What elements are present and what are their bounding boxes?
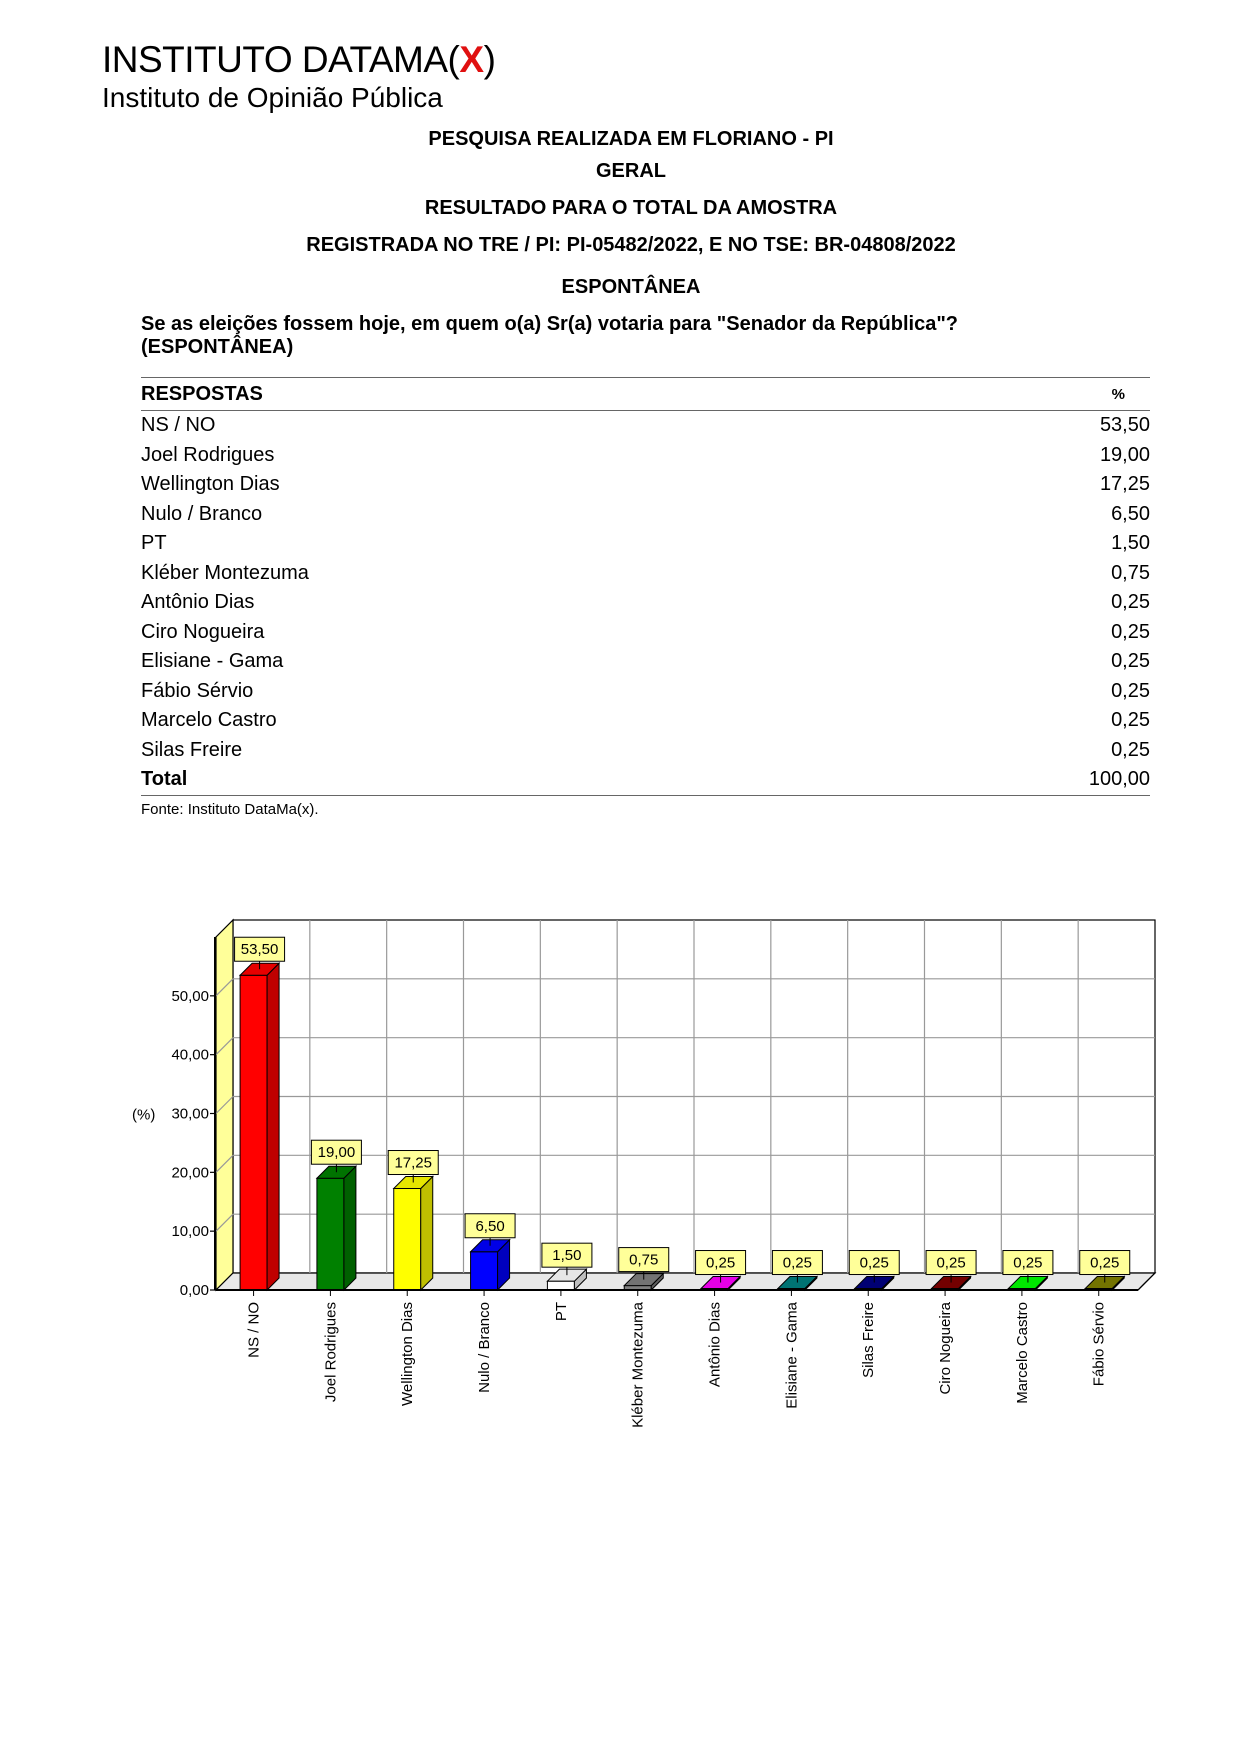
row-value: 0,25 bbox=[1111, 709, 1150, 731]
y-tick-label: 20,00 bbox=[171, 1164, 209, 1182]
data-label: 1,50 bbox=[552, 1247, 582, 1265]
bar-side bbox=[421, 1177, 433, 1290]
row-label: Fábio Sérvio bbox=[141, 679, 254, 702]
data-label: 0,25 bbox=[782, 1254, 813, 1272]
row-label: Joel Rodrigues bbox=[141, 443, 275, 466]
row-label: Wellington Dias bbox=[141, 473, 280, 495]
logo bbox=[102, 40, 495, 114]
bar-chart bbox=[0, 850, 1240, 1470]
row-value: 53,50 bbox=[1099, 414, 1150, 436]
logo-subtitle: Instituto de Opinião Pública bbox=[102, 82, 443, 113]
total-label: Total bbox=[141, 768, 188, 790]
table-row bbox=[141, 677, 1150, 707]
bar-side bbox=[344, 1166, 356, 1290]
x-tick-label: Nulo / Branco bbox=[476, 1302, 494, 1393]
row-value: 0,75 bbox=[1111, 561, 1150, 584]
row-value: 0,25 bbox=[1111, 650, 1150, 672]
data-label: 0,25 bbox=[936, 1254, 966, 1272]
row-value: 0,25 bbox=[1111, 738, 1150, 761]
row-value: 0,25 bbox=[1111, 679, 1150, 702]
table-header bbox=[141, 378, 1150, 410]
table-row bbox=[141, 500, 1150, 530]
data-label: 0,75 bbox=[629, 1251, 659, 1269]
data-label: 53,50 bbox=[240, 941, 279, 959]
bar bbox=[240, 975, 267, 1290]
row-label: Elisiane - Gama bbox=[141, 650, 284, 672]
total-value: 100,00 bbox=[1088, 768, 1150, 790]
bar bbox=[317, 1178, 344, 1290]
row-value: 19,00 bbox=[1099, 443, 1150, 466]
data-label: 0,25 bbox=[1090, 1254, 1120, 1272]
row-value: 17,25 bbox=[1099, 473, 1150, 495]
row-value: 0,25 bbox=[1111, 591, 1150, 613]
x-tick-label: Elisiane - Gama bbox=[783, 1302, 801, 1409]
data-label: 0,25 bbox=[1013, 1254, 1043, 1272]
y-tick-label: 30,00 bbox=[171, 1105, 209, 1123]
table-row bbox=[141, 411, 1150, 441]
table-row bbox=[141, 588, 1150, 618]
table-row bbox=[141, 706, 1150, 736]
row-value: 1,50 bbox=[1111, 532, 1150, 554]
x-tick-label: NS / NO bbox=[245, 1302, 263, 1358]
x-tick-label: Joel Rodrigues bbox=[322, 1302, 340, 1403]
row-label: Silas Freire bbox=[141, 738, 243, 761]
x-tick-label: Fábio Sérvio bbox=[1090, 1302, 1108, 1387]
x-tick-label: Silas Freire bbox=[860, 1302, 878, 1378]
bar bbox=[471, 1252, 498, 1290]
column-header-percent: % bbox=[1111, 386, 1125, 403]
table-row bbox=[141, 647, 1150, 677]
question-type-heading: ESPONTÂNEA bbox=[561, 276, 701, 298]
row-label: Ciro Nogueira bbox=[141, 620, 265, 643]
bar bbox=[394, 1189, 421, 1290]
survey-location-heading: PESQUISA REALIZADA EM FLORIANO - PI bbox=[428, 128, 834, 150]
bar-group bbox=[388, 1151, 438, 1406]
data-label: 17,25 bbox=[394, 1154, 433, 1172]
data-label: 6,50 bbox=[475, 1217, 505, 1235]
survey-result-heading: RESULTADO PARA O TOTAL DA AMOSTRA bbox=[424, 197, 838, 219]
bar bbox=[547, 1281, 574, 1290]
bar-group bbox=[849, 1251, 899, 1378]
bar-group bbox=[311, 1140, 361, 1402]
logo-x-mark: X bbox=[459, 39, 484, 80]
table-row bbox=[141, 618, 1150, 648]
x-tick-label: Ciro Nogueira bbox=[937, 1302, 955, 1395]
row-value: 0,25 bbox=[1111, 620, 1150, 643]
results-table bbox=[141, 377, 1150, 796]
x-tick-label: PT bbox=[552, 1302, 570, 1322]
table-row bbox=[141, 736, 1150, 766]
x-tick-label: Marcelo Castro bbox=[1013, 1302, 1031, 1404]
row-label: Antônio Dias bbox=[141, 591, 255, 613]
x-tick-label: Wellington Dias bbox=[399, 1302, 417, 1406]
column-header-responses: RESPOSTAS bbox=[141, 383, 263, 405]
y-tick-label: 0,00 bbox=[179, 1282, 209, 1299]
table-row bbox=[141, 441, 1150, 471]
bar-group bbox=[235, 937, 285, 1358]
source-note: Fonte: Instituto DataMa(x). bbox=[141, 801, 319, 818]
row-label: PT bbox=[141, 532, 167, 554]
table-total-row bbox=[141, 765, 1150, 795]
bar-group bbox=[1080, 1251, 1130, 1387]
table-body bbox=[141, 411, 1150, 765]
y-tick-label: 50,00 bbox=[171, 987, 209, 1005]
survey-question: Se as eleições fossem hoje, em quem o(a) Sr(a) votaria para "Senador da República"? (ESPONTÂNEA) bbox=[141, 313, 959, 358]
row-label: Kléber Montezuma bbox=[141, 561, 309, 584]
table-row bbox=[141, 529, 1150, 559]
logo-title: INSTITUTO DATAMA(X) bbox=[102, 39, 496, 80]
row-value: 6,50 bbox=[1111, 502, 1150, 525]
table-row bbox=[141, 470, 1150, 500]
x-tick-label: Antônio Dias bbox=[706, 1302, 724, 1388]
x-tick-label: Kléber Montezuma bbox=[629, 1302, 647, 1428]
row-label: Nulo / Branco bbox=[141, 502, 263, 525]
bar-group bbox=[696, 1251, 746, 1388]
bar-side bbox=[267, 963, 279, 1290]
survey-scope-heading: GERAL bbox=[596, 160, 666, 182]
bar-group bbox=[772, 1251, 822, 1409]
data-label: 0,25 bbox=[859, 1254, 889, 1272]
row-label: Marcelo Castro bbox=[141, 709, 277, 731]
bar-group bbox=[1003, 1251, 1053, 1404]
table-row bbox=[141, 559, 1150, 589]
table-bottom-rule bbox=[141, 795, 1150, 796]
y-axis-label: (%) bbox=[132, 1106, 156, 1124]
data-label: 19,00 bbox=[317, 1144, 356, 1162]
y-tick-label: 10,00 bbox=[171, 1223, 209, 1241]
data-label: 0,25 bbox=[705, 1254, 736, 1272]
bar-group bbox=[926, 1251, 976, 1395]
y-tick-label: 40,00 bbox=[171, 1046, 209, 1064]
row-label: NS / NO bbox=[141, 414, 216, 436]
registration-heading: REGISTRADA NO TRE / PI: PI-05482/2022, E NO TSE: BR-04808/2022 bbox=[306, 234, 956, 256]
